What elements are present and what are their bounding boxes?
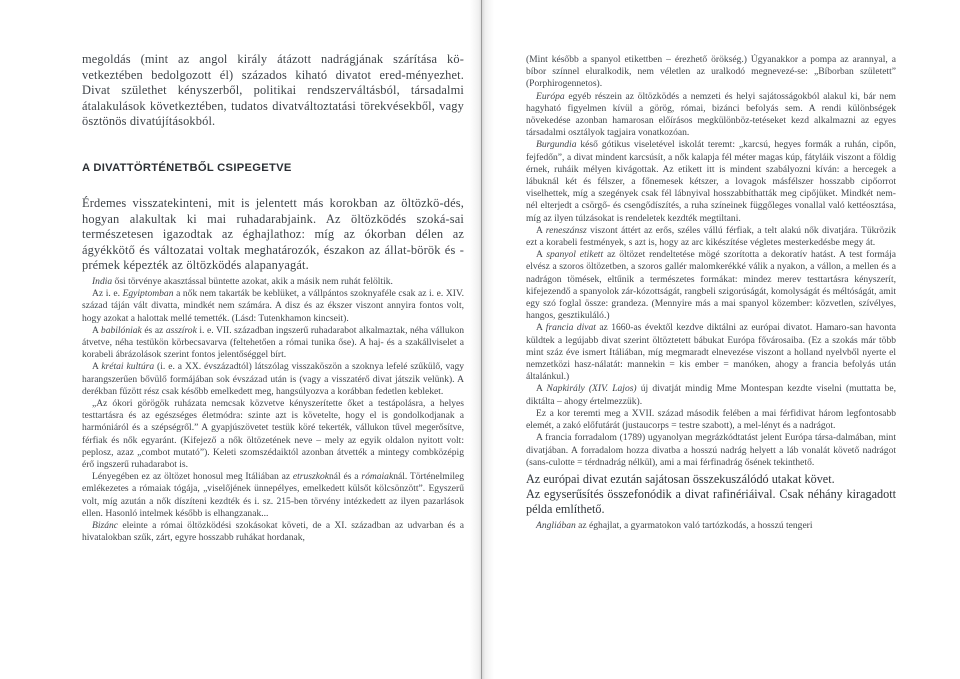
paragraph-french-fashion: A francia divat az 1660-as évektől kezdve diktálni az európai divatot. Hamaro-san havonta küldtek a legújabb divat szerint öltöztetett bábukat Európa fővárosaiba. (Ez a szokás már több mint száz éve ismert Itáliában, míg megmaradt elnevezése viszont a holland nyelvből nyerte el nemzetközi hasz-nálatát: mannekin = kis ember = manóken, ahogy a francia befolyás után általánkul.) [526, 322, 896, 383]
intro-paragraph: megoldás (mint az angol király átázott nadrágjának szárítása kö-vetkeztében bedolgozott él) százados kiható divatot ered-ményezhet. Divat születhet kényszerből, politikai rendszerváltásból, társadalmi átalakulások következtében, tudatos divatváltoztatási törekvésekből, vagy ösztönös divatújításokból. [82, 52, 464, 129]
paragraph-england: Angliában az éghajlat, a gyarmatokon való tartózkodás, a hosszú tengeri [536, 519, 813, 531]
section-heading: A DIVATTÖRTÉNETBŐL CSIPEGETVE [82, 161, 292, 174]
paragraph-egypt: Az i. e. Egyiptomban a nők nem takarták be keblüket, a vállpántos szoknyaféle csak az i. e. XIV. század táján vált divatta, mindkét nem számára. A disz és az ékszer viszont annyira fontos volt, hogy azokat a halottak mellé temették. (Lásd: Tutenkhamon kincseit). [82, 288, 464, 324]
paragraph-french-revolution: A francia forradalom (1789) ugyanolyan megrázkódtatást jelent Európa társa-dalmában, mint divatjában. A forradalom hozza divatba a hosszú nadrág helyett a láb vonalát követő nadrágot (sans-culotte = térdnadrág nélkül), ami a mai férfinadrág ősének tekinthető. [526, 432, 896, 468]
paragraph-etruscan-rome: Lényegében ez az öltözet honosul meg Itáliában az etruszkoknál és a rómaiaknál. Történelmileg emlékezetes a rómaiak tógája, „viselőjének ünnepélyes, emelkedett külsőt kölcsönzött”. Egyszerű volt, míg azután a nők díszíteni kezdték és i. sz. 215-ben törvény intézkedett az ilyen pazarlások ellen. Hasonló intelmek később is elhangzanak... [82, 471, 464, 519]
paragraph-spanish-etiquette-cont: (Mint később a spanyol etikettben – érezhető örökség.) Úgyanakkor a pompa az arannyal, a bíbor színnel eluralkodik, nem véletlen az uralkodó megnevezé-se: „Bíborban született” (Porphirogennetos). [526, 54, 896, 90]
paragraph-17th-century: Ez a kor teremti meg a XVII. század második felében a mai férfidivat három legfontosabb elemét, a zakó előfutárát (justaucorps = testre szabott), a mel-lényt és a nadrágot. [526, 407, 896, 432]
paragraph-renaissance: A reneszánsz viszont áttért az erős, széles vállú férfiak, a telt alakú nők divatjára. Tükrözik ezt a korabeli festmények, s azt is, hogy az arc kikészítése végletes mesterkedésbe megy át. [526, 224, 896, 249]
paragraph-byzantium: Bizánc eleinte a római öltözködési szokásokat követi, de a XI. században az udvarban és a hivatalokban szűk, zárt, egyre hosszabb ruhákat hordanak, [82, 520, 464, 544]
summary-line-1: Az európai divat ezután sajátosan összekuszálódó utakat követ. [526, 471, 835, 486]
paragraph-greece: „Az ókori görögök ruházata nemcsak közvetve kényszerítette őket a testápolásra, a helyes testtartásra és az egészséges életmódra: szinte azt is követelte, hogy el is gondolkodjanak a harmóniáról és a szépségről.” A gyapjúszövetet testük köré tekerték, vállukon tűvel megerősítve, férfiak és nők egyaránt. (Kifejező a nők öltözetének neve – mely az egyik oldalon nyitott volt: peplosz, azaz „combot mutató”). Keleti szomszédaiktól azonban átvették a mintegy combközépig érő ingszerű ruhadarabot is. [82, 397, 464, 470]
gutter-line [481, 0, 482, 679]
paragraph-crete: A krétai kultúra (i. e. a XX. évszázadtól) látszólag visszaköszön a szoknya lefelé szűkülő, vagy harangszerűen bővülő formájában sok évszázad után is (vagy a visszatérő divat játszik velünk). A derékban fűzött rész csak később emelkedett meg, hangsúlyozva a korábban fedetlen kebleket. [82, 361, 464, 397]
left-page [82, 52, 464, 677]
paragraph-spanish-etiquette: A spanyol etikett az öltözet rendeltetése mögé szorította a dekoratív hatást. A test formája elvész a szoros öltözetben, a szoros gallér malomkerékké válik a nyakon, a vállon, a mellen és a nadrágon tömések, eltűnik a természetes formákat: mindez merev testtartásra kényszerít, kifejezendő a spanyolok zár-kózottságát, rangbeli szigorúságát, komolyságát és méltóságát, amit egy szó foglal össze: grandeza. (Mennyire más a mai spanyol közember: közvetlen, szívélyes, hangos, gesztikuláló.) [526, 249, 896, 322]
paragraph-india: India ősi törvénye akasztással büntette azokat, akik a másik nem ruhát felöltik. [92, 275, 393, 287]
paragraph-europe: Európa egyéb részein az öltözködés a nemzeti és helyi sajátosságokból alakul ki, bár nem hagyható figyelmen kívül a görög, római, bizánci befolyás sem. A rendi különbségek növekedése azonban hamarosan előírásos megkülönböz-tetéseket kezd alkalmazni az egyes társadalmi osztályok tagjaira vonatkozóan. [526, 90, 896, 139]
body-paragraph-large: Érdemes visszatekinteni, mit is jelentett más korokban az öltözkö-dés, hogyan alakultak ki mai ruhadarabjaink. Az öltözködés szoká-sai természetesen igazodtak az éghajlathoz: míg az ókorban délen az ágyékkötő és változatai voltak meghatározók, északon az állat-börök és -prémek képezték az öltözködés alapanyagát. [82, 195, 464, 273]
paragraph-sun-king: A Napkirály (XIV. Lajos) új divatját mindig Mme Montespan kezdte viselni (muttatta be, diktálta – ahogy értelmezzük). [526, 383, 896, 407]
paragraph-babylon: A babilóniak és az asszírok i. e. VII. században ingszerű ruhadarabot alkalmaztak, néha vállukon átvetve, néha testükön körbecsavarva (feltehetően a római tunika őse). A haj- és a szakállviselet a korabeli ábrázolások szerint fontos jelentőséggel bírt. [82, 324, 464, 361]
summary-line-2: Az egyserűsítés összefonódik a divat rafinériáival. Csak néhány kiragadott példa említhető. [526, 487, 896, 517]
paragraph-burgundy: Burgundia késő gótikus viseletével iskolát teremt: „karcsú, hegyes formák a ruhán, cipőn, fejfedőn”, a divat mindent karcsúsít, a nők kalapja fél méter magas kúp, fátyláik viszont a földig érnek, ruháik mélyen kivágottak. Az etikett itt is mindent szabályozni kíván: a hercegek a lábuknál két és félszer, a főnemesek kétszer, a lovagok másfélszer hosszabb cipőorrot viselhettek, míg a szegények csak fél lábnyival hosszabbíthatták meg cipőjüket. Mindkét nem-nél elterjedt a csörgő- és csengődíszítés, a ruha színeinek függőleges vonallal való kettéosztása, míg az ilyen túlzásokat is rendeletek kezdték megtiltani. [526, 139, 896, 224]
book-gutter [470, 0, 494, 679]
right-page [526, 54, 896, 676]
